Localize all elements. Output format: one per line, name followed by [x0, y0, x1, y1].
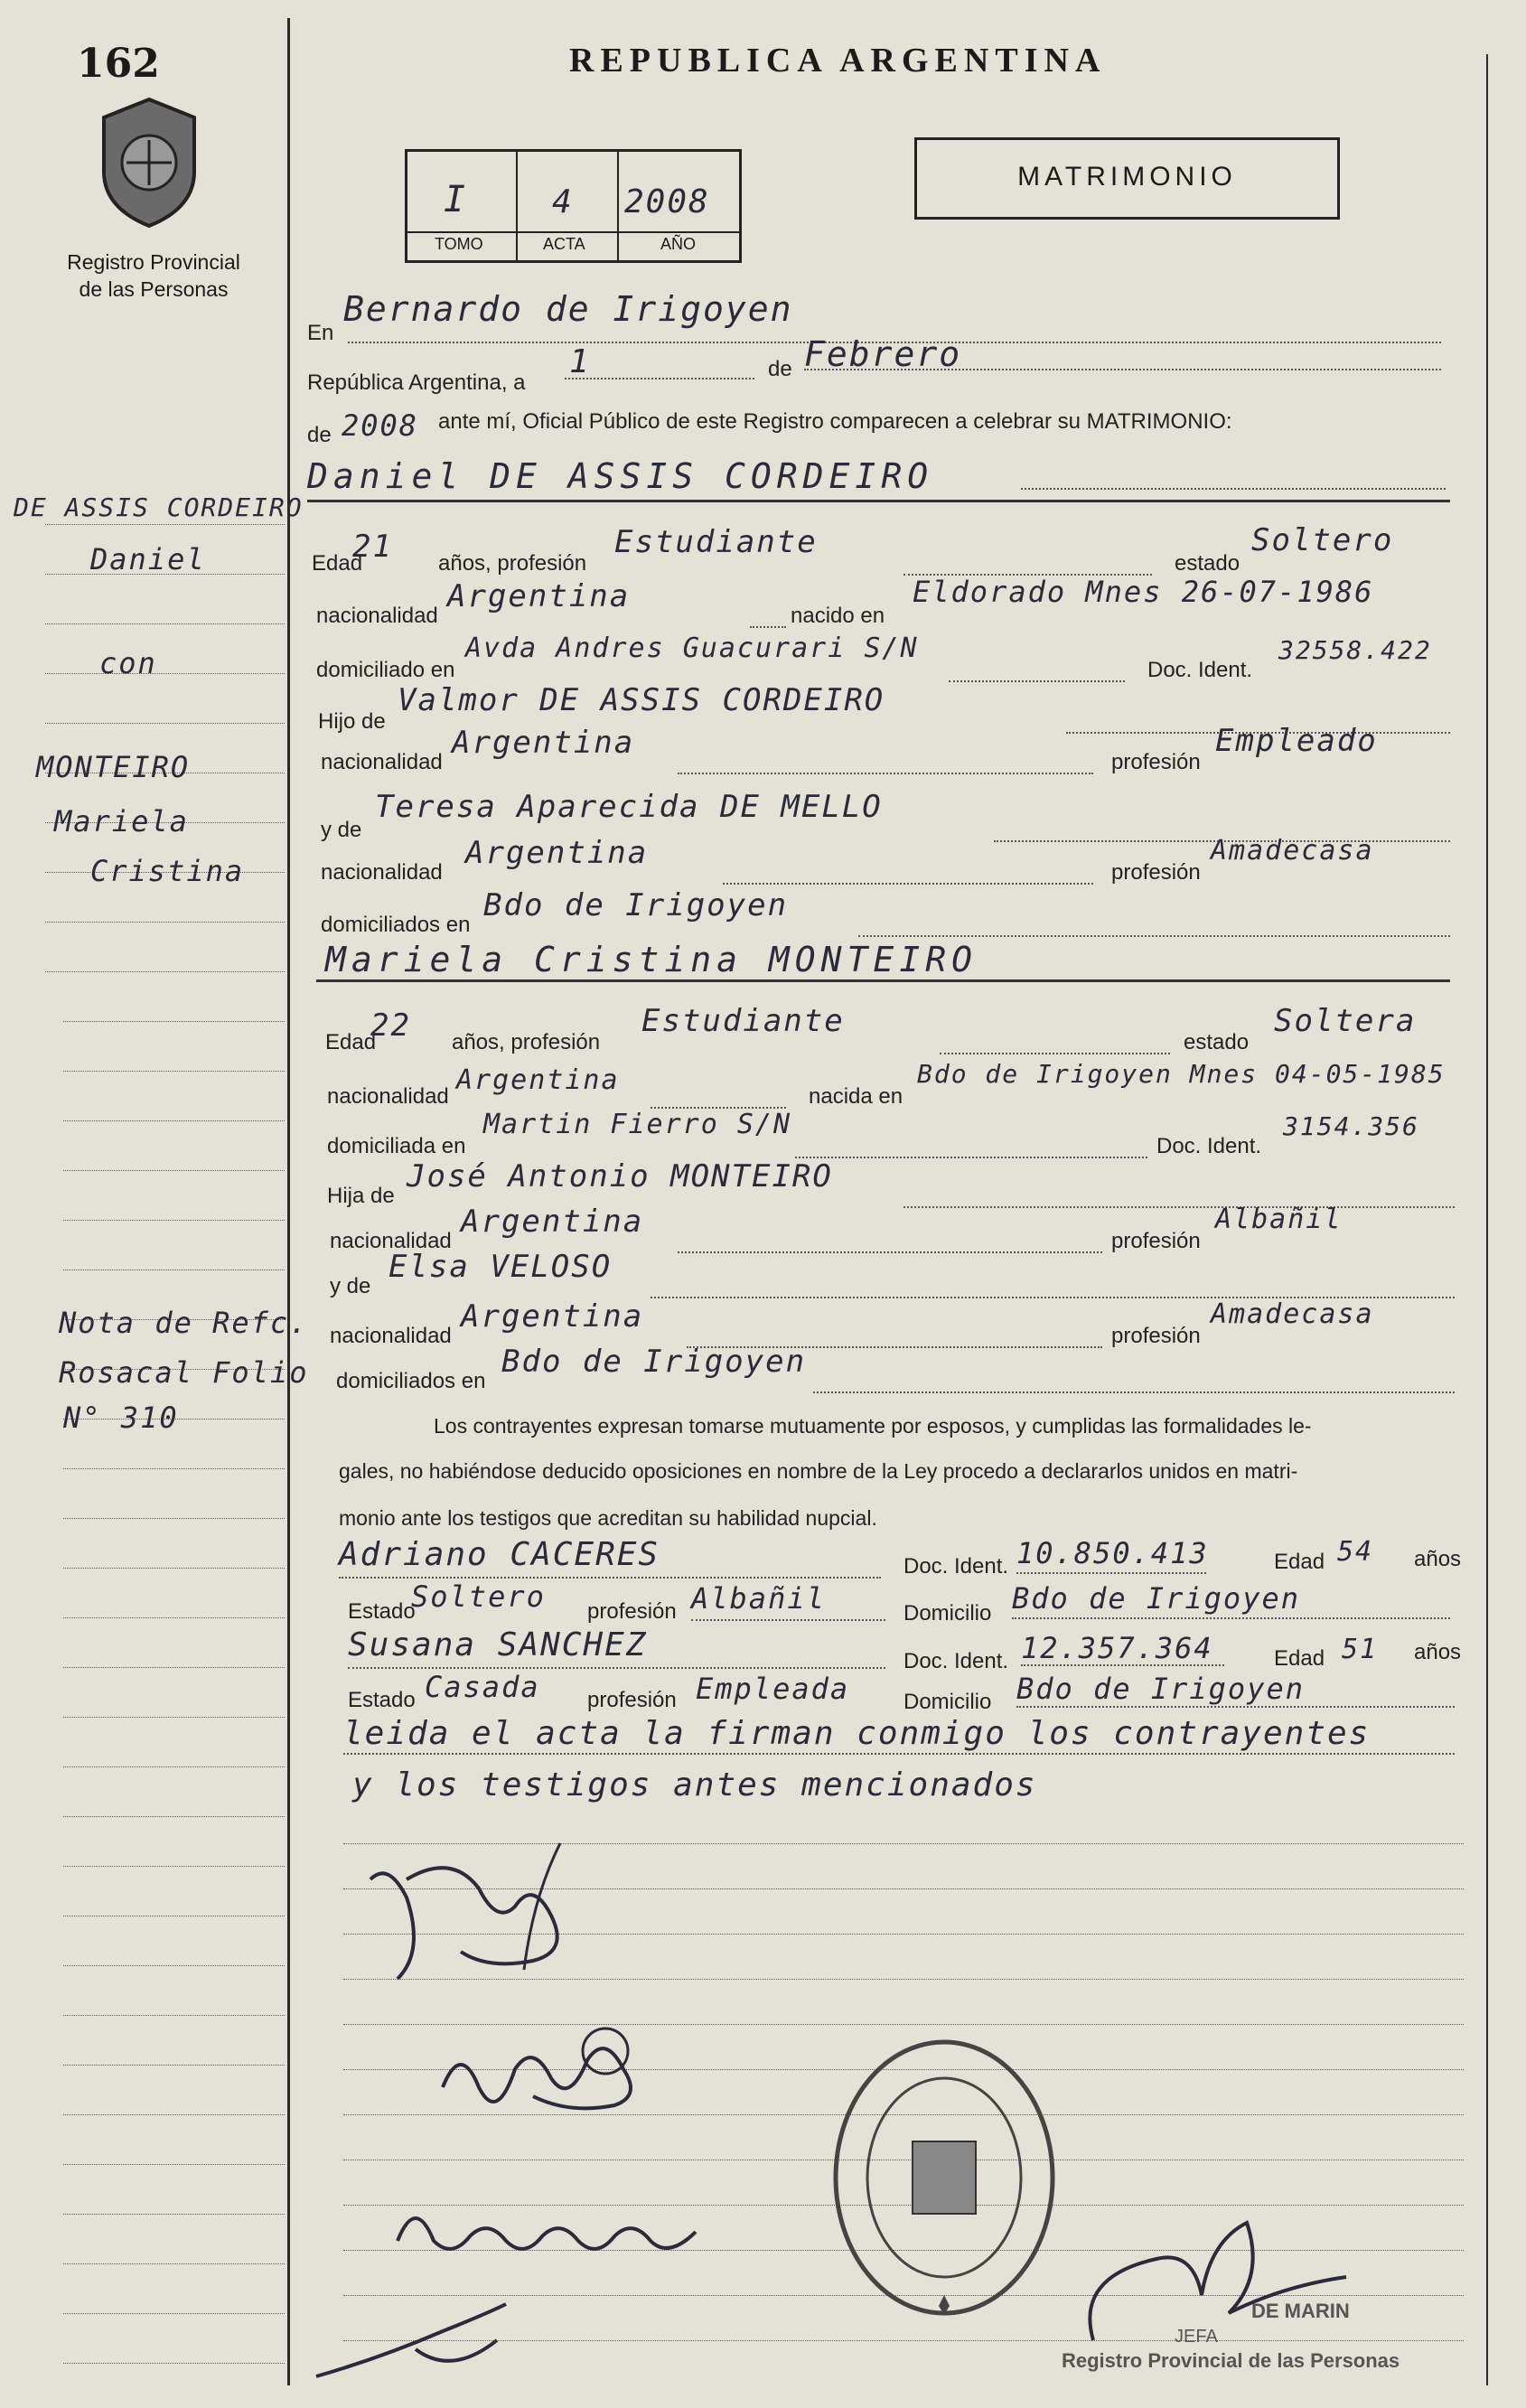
section-divider	[307, 500, 1450, 502]
bride-father-nat: Argentina	[461, 1204, 644, 1240]
bride-estado-label: estado	[1184, 1030, 1250, 1054]
margin-name: Daniel	[90, 542, 206, 576]
groom-estado-label: estado	[1175, 551, 1240, 576]
groom-nacido-label: nacido en	[791, 604, 885, 628]
groom-mother-prof: Amadecasa	[1211, 835, 1374, 867]
bride-nationality: Argentina	[456, 1064, 620, 1096]
bride-name: Mariela Cristina MONTEIRO	[325, 940, 978, 979]
margin-divider	[287, 18, 290, 2385]
groom-address: Avda Andres Guacurari S/N	[465, 632, 919, 664]
official-title: JEFA	[1175, 2327, 1218, 2347]
bride-parents-addr-label: domiciliados en	[336, 1369, 486, 1393]
bride-father-nat-label: nacionalidad	[330, 1229, 452, 1253]
groom-parents-addr-label: domiciliados en	[321, 913, 471, 937]
signature-3	[389, 2187, 714, 2268]
groom-mother-prof-label: profesión	[1111, 860, 1201, 885]
label-en: En	[307, 321, 334, 345]
witness2-doc: 12.357.364	[1021, 1631, 1213, 1665]
margin-con: con	[99, 646, 157, 680]
witness1-estado-label: Estado	[348, 1599, 416, 1624]
witness1-doc: 10.850.413	[1016, 1536, 1209, 1570]
coat-of-arms-icon	[90, 95, 208, 230]
groom-nationality: Argentina	[447, 578, 631, 614]
groom-domicilio-label: domiciliado en	[316, 658, 455, 682]
ano-value: 2008	[624, 183, 710, 220]
groom-anos-prof-label: años, profesión	[438, 551, 587, 576]
groom-age: 21	[352, 529, 393, 565]
groom-edad-label: Edad	[312, 551, 363, 576]
closing-line1: leida el acta la firman conmigo los contrayentes	[343, 1715, 1371, 1752]
margin-note2: Rosacal Folio	[59, 1355, 309, 1390]
groom-name: Daniel DE ASSIS CORDEIRO	[307, 456, 934, 496]
bride-doc-label: Doc. Ident.	[1156, 1134, 1262, 1158]
acta-label: ACTA	[543, 235, 585, 253]
closing-line2: y los testigos antes mencionados	[352, 1766, 1037, 1804]
official-seal-icon	[827, 2033, 1062, 2322]
label-de-month: de	[768, 357, 792, 381]
record-table	[405, 149, 742, 263]
act-type: MATRIMONIO	[1017, 162, 1237, 192]
label-de-year: de	[307, 423, 332, 447]
witness1-profession: Albañil	[691, 1581, 826, 1616]
official-office: Registro Provincial de las Personas	[1062, 2349, 1400, 2372]
margin-name2a: Mariela	[54, 804, 189, 839]
groom-doc: 32558.422	[1278, 635, 1432, 665]
witness2-edad-label: Edad	[1274, 1646, 1325, 1671]
bride-edad-label: Edad	[325, 1030, 377, 1054]
groom-birth: Eldorado Mnes 26-07-1986	[913, 575, 1374, 609]
groom-father: Valmor DE ASSIS CORDEIRO	[398, 682, 885, 718]
margin-note3: N° 310	[63, 1401, 179, 1435]
groom-nacionalidad-label: nacionalidad	[316, 604, 438, 628]
place: Bernardo de Irigoyen	[343, 289, 793, 329]
groom-profession: Estudiante	[614, 524, 818, 560]
witness1-doc-label: Doc. Ident.	[903, 1554, 1009, 1579]
witness1-edad-label: Edad	[1274, 1550, 1325, 1574]
signature-1	[352, 1825, 605, 2006]
groom-father-nat-label: nacionalidad	[321, 750, 443, 774]
groom-mother: Teresa Aparecida DE MELLO	[375, 789, 883, 825]
day: 1	[569, 343, 591, 380]
margin-surname: DE ASSIS CORDEIRO	[14, 492, 304, 522]
bride-father: José Antonio MONTEIRO	[407, 1158, 833, 1195]
bride-anos-prof-label: años, profesión	[452, 1030, 601, 1054]
bride-nacionalidad-label: nacionalidad	[327, 1084, 449, 1109]
margin-name2b: Cristina	[90, 854, 245, 888]
bride-mother: Elsa VELOSO	[389, 1249, 613, 1285]
right-border	[1486, 54, 1488, 2385]
groom-father-prof-label: profesión	[1111, 750, 1201, 774]
witness2-profession: Empleada	[696, 1672, 850, 1706]
groom-doc-label: Doc. Ident.	[1147, 658, 1253, 682]
signature-4	[307, 2295, 524, 2394]
section-divider-2	[316, 979, 1450, 982]
witness2-domicilio-label: Domicilio	[903, 1690, 992, 1714]
margin-note1: Nota de Refc.	[59, 1306, 309, 1340]
margin-surname2: MONTEIRO	[36, 750, 191, 784]
witness2-age: 51	[1342, 1634, 1379, 1665]
bride-nacida-label: nacida en	[809, 1084, 903, 1109]
witness2-estado-label: Estado	[348, 1688, 416, 1712]
act-type-box	[914, 137, 1340, 220]
witness1-anos-label: años	[1414, 1547, 1462, 1571]
witness2-address: Bdo de Irigoyen	[1016, 1672, 1305, 1706]
bride-mother-label: y de	[330, 1274, 371, 1298]
groom-mother-nat: Argentina	[465, 835, 649, 871]
bride-hija-label: Hija de	[327, 1184, 395, 1208]
registry-name	[54, 248, 253, 303]
witness1-status: Soltero	[411, 1579, 546, 1614]
witness2-status: Casada	[425, 1670, 540, 1704]
bride-mother-nat-label: nacionalidad	[330, 1324, 452, 1348]
bride-status: Soltera	[1274, 1003, 1417, 1039]
country-title: REPUBLICA ARGENTINA	[569, 42, 1107, 80]
bride-doc: 3154.356	[1283, 1111, 1419, 1141]
bride-birth: Bdo de Irigoyen Mnes 04-05-1985	[917, 1059, 1446, 1089]
witness2-doc-label: Doc. Ident.	[903, 1649, 1009, 1673]
bride-father-prof-label: profesión	[1111, 1229, 1201, 1253]
groom-mother-nat-label: nacionalidad	[321, 860, 443, 885]
signature-2	[425, 2006, 660, 2132]
declaration-line1: Los contrayentes expresan tomarse mutuamente por esposos, y cumplidas las formalidades le-	[434, 1414, 1312, 1438]
witness1-age: 54	[1337, 1536, 1374, 1568]
bride-mother-prof-label: profesión	[1111, 1324, 1201, 1348]
bride-age: 22	[370, 1007, 411, 1044]
bride-address: Martin Fierro S/N	[483, 1109, 792, 1140]
label-republica: República Argentina, a	[307, 370, 526, 395]
declaration-line2: gales, no habiéndose deducido oposiciones en nombre de la Ley procedo a declararlos unidos en matri-	[339, 1459, 1298, 1483]
witness1-prof-label: profesión	[587, 1599, 677, 1624]
registry-line1: Registro Provincial	[67, 250, 240, 274]
bride-profession: Estudiante	[641, 1003, 845, 1039]
bride-mother-nat: Argentina	[461, 1298, 644, 1335]
page-number: 162	[77, 41, 160, 87]
month: Febrero	[804, 334, 962, 374]
registry-line2: de las Personas	[79, 277, 229, 301]
bride-parents-address: Bdo de Irigoyen	[501, 1344, 807, 1380]
witness2-name: Susana SANCHEZ	[348, 1626, 648, 1663]
groom-father-prof: Empleado	[1215, 723, 1378, 759]
ano-label: AÑO	[660, 235, 697, 253]
bride-mother-prof: Amadecasa	[1211, 1298, 1374, 1330]
groom-mother-label: y de	[321, 818, 362, 842]
groom-parents-address: Bdo de Irigoyen	[483, 887, 789, 923]
bride-domicilio-label: domiciliada en	[327, 1134, 466, 1158]
groom-hijo-label: Hijo de	[318, 709, 386, 734]
witness1-name: Adriano CACERES	[339, 1536, 660, 1573]
tomo-label: TOMO	[435, 235, 483, 253]
year: 2008	[342, 408, 419, 443]
bride-father-prof: Albañil	[1215, 1204, 1343, 1235]
official-name: DE MARIN	[1251, 2300, 1350, 2322]
witness1-domicilio-label: Domicilio	[903, 1601, 992, 1626]
acta-value: 4	[552, 183, 574, 220]
declaration-line3: monio ante los testigos que acreditan su habilidad nupcial.	[339, 1506, 877, 1530]
label-ante-mi: ante mí, Oficial Público de este Registro comparecen a celebrar su MATRIMONIO:	[438, 409, 1232, 434]
witness2-anos-label: años	[1414, 1640, 1462, 1664]
groom-father-nat: Argentina	[452, 725, 635, 761]
groom-status: Soltero	[1251, 522, 1394, 558]
witness2-prof-label: profesión	[587, 1688, 677, 1712]
tomo-value: I	[444, 179, 468, 220]
witness1-address: Bdo de Irigoyen	[1012, 1581, 1300, 1616]
